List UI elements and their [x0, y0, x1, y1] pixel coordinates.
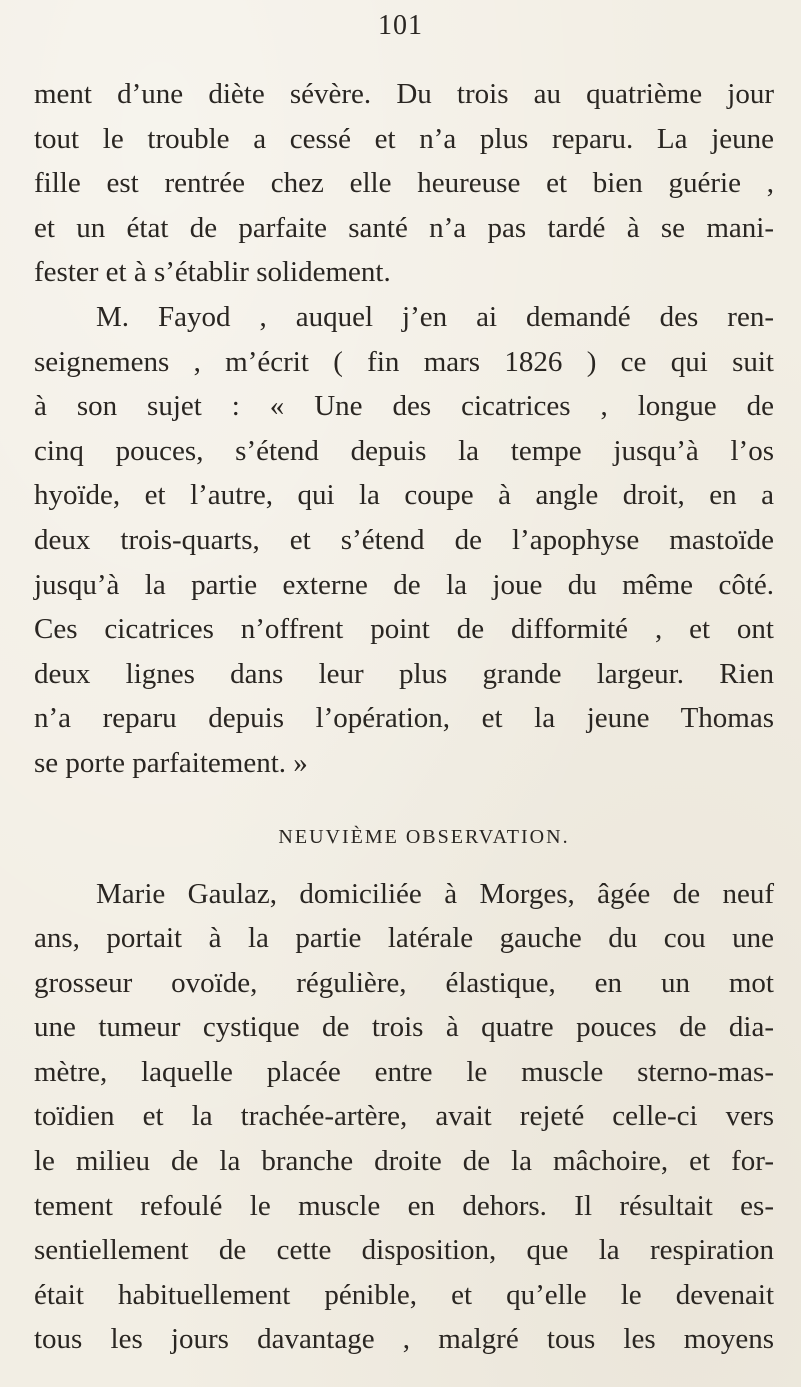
text-line: jusqu’à la partie externe de la joue du même côté. — [34, 568, 774, 601]
text-line: deux trois-quarts, et s’étend de l’apophyse mastoïde — [34, 523, 774, 556]
paragraph-3 — [34, 872, 774, 1363]
paragraph-2 — [34, 295, 774, 786]
text-line: sentiellement de cette disposition, que la respiration — [34, 1234, 774, 1267]
text-line: le milieu de la branche droite de la mâchoire, et for- — [34, 1145, 774, 1178]
text-line: et un état de parfaite santé n’a pas tardé à se mani- — [34, 211, 774, 244]
text-line: ans, portait à la partie latérale gauche du cou une — [34, 922, 774, 955]
text-line: grosseur ovoïde, régulière, élastique, en un mot — [34, 966, 774, 999]
text-line: cinq pouces, s’étend depuis la tempe jusqu’à l’os — [34, 434, 774, 467]
text-line: fester et à s’établir solidement. — [34, 256, 391, 289]
text-line: M. Fayod , auquel j’en ai demandé des ren- — [96, 300, 774, 333]
text-line: tous les jours davantage , malgré tous les moyens — [34, 1323, 774, 1356]
text-line: hyoïde, et l’autre, qui la coupe à angle droit, en a — [34, 479, 774, 512]
text-line: n’a reparu depuis l’opération, et la jeune Thomas — [34, 702, 774, 735]
text-line: Ces cicatrices n’offrent point de difformité , et ont — [34, 613, 774, 646]
section-spacer — [34, 786, 774, 802]
text-line: était habituellement pénible, et qu’elle le devenait — [34, 1278, 774, 1311]
text-line: une tumeur cystique de trois à quatre pouces de dia- — [34, 1011, 774, 1044]
text-line: fille est rentrée chez elle heureuse et bien guérie , — [34, 167, 774, 200]
section-heading: NEUVIÈME OBSERVATION. — [278, 825, 570, 848]
paragraph-1 — [34, 72, 774, 295]
text-line: deux lignes dans leur plus grande largeur. Rien — [34, 657, 774, 690]
text-line: à son sujet : « Une des cicatrices , longue de — [34, 390, 774, 423]
text-line: tout le trouble a cessé et n’a plus reparu. La jeune — [34, 122, 774, 155]
text-line: toïdien et la trachée-artère, avait rejeté celle-ci vers — [34, 1100, 774, 1133]
text-line: se porte parfaitement. » — [34, 746, 308, 779]
text-line: Marie Gaulaz, domiciliée à Morges, âgée de neuf — [96, 877, 774, 910]
body-text — [34, 72, 774, 1362]
text-line: seignemens , m’écrit ( fin mars 1826 ) ce qui suit — [34, 345, 774, 378]
text-line: mètre, laquelle placée entre le muscle sterno-mas- — [34, 1055, 774, 1088]
text-line: ment d’une diète sévère. Du trois au quatrième jour — [34, 78, 774, 110]
text-line: tement refoulé le muscle en dehors. Il résultait es- — [34, 1189, 774, 1222]
page-number: 101 — [378, 10, 423, 41]
